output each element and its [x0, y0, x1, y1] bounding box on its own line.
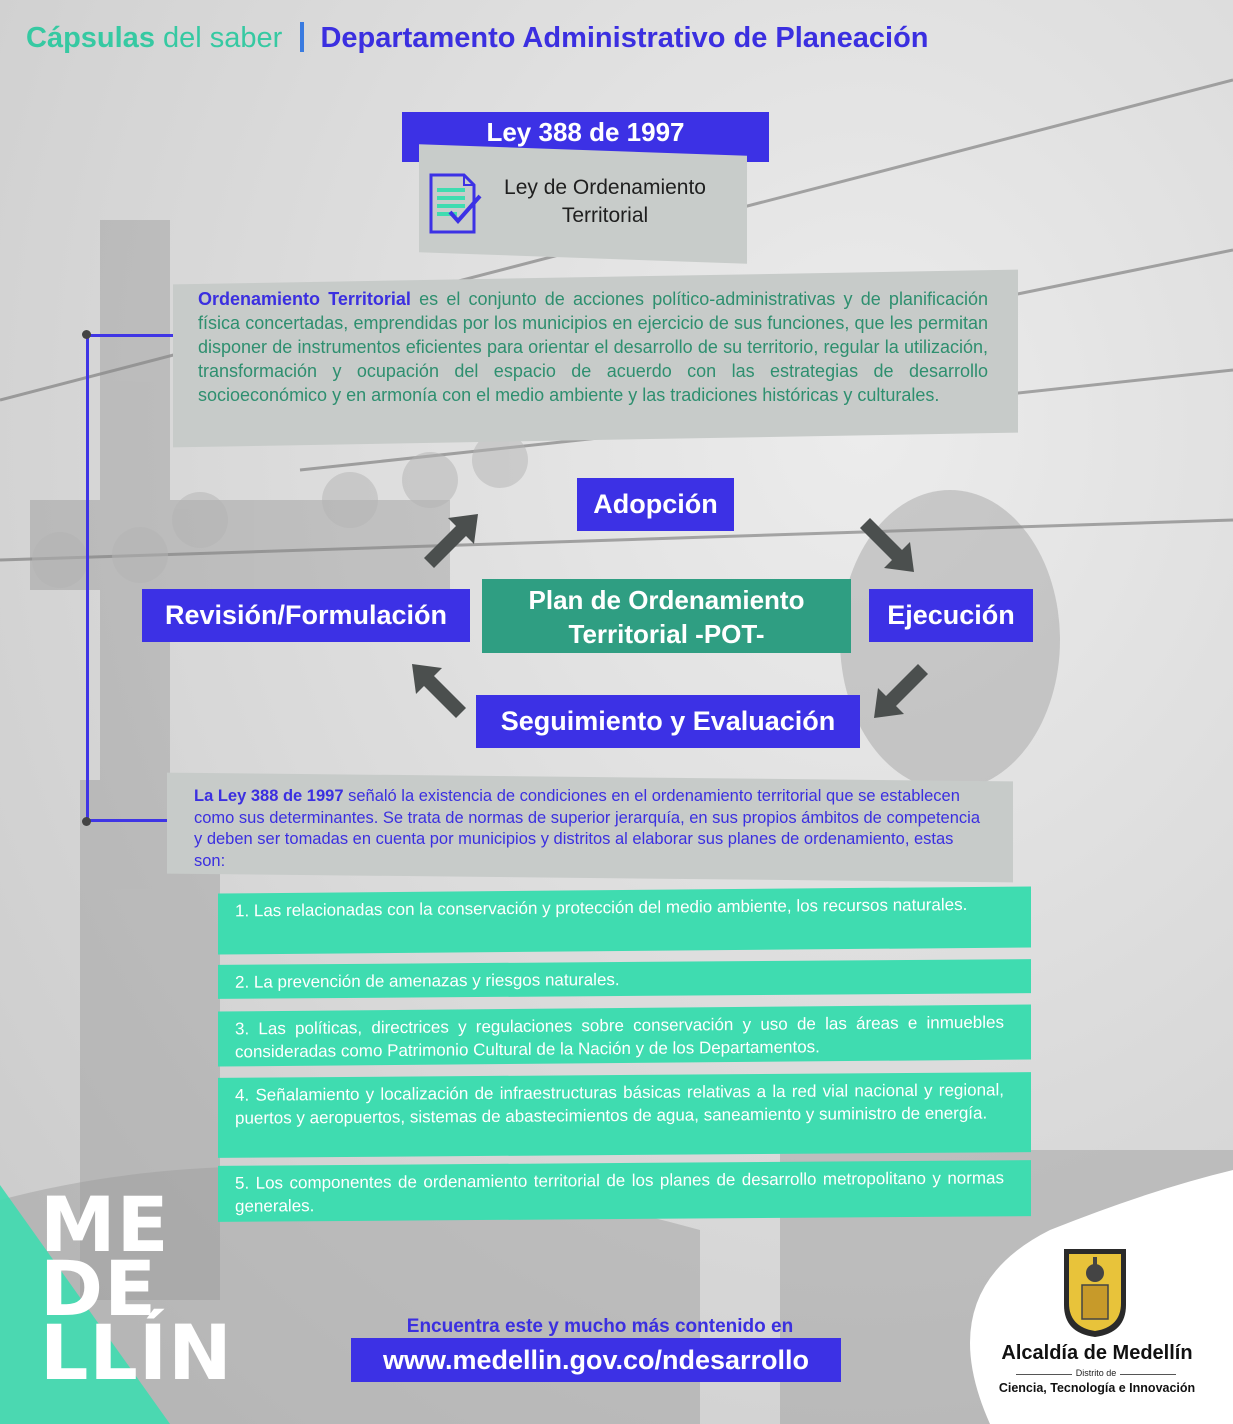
- medellin-logo: [40, 1180, 233, 1397]
- determinants-body: señaló la existencia de condiciones en el ordenamiento territorial que se establecen como sus determinantes. Se trata de normas de superior jerarquía, en sus propios ámbitos de competencia y deben ser tomadas en cuenta por municipios y distritos al elaborar sus planes de ordenamiento, estas son:: [194, 787, 980, 870]
- header-divider: [300, 22, 304, 52]
- connector-dot-bottom: [82, 817, 91, 826]
- alcaldia-ciencia: Ciencia, Tecnología e Innovación: [998, 1381, 1196, 1395]
- alcaldia-name: Alcaldía de Medellín: [1001, 1342, 1193, 1364]
- cycle-ejecucion: Ejecución: [869, 589, 1033, 642]
- cycle-revision: Revisión/Formulación: [142, 589, 470, 642]
- arrow-down-left-icon: [872, 660, 932, 720]
- law-subtitle: Ley de Ordenamiento Territorial: [504, 176, 706, 227]
- connector-dot-top: [82, 330, 91, 339]
- connector-bracket: [86, 334, 176, 822]
- determinant-item: 3. Las políticas, directrices y regulaciones sobre conservación y uso de las áreas e inmuebles consideradas como Patrimonio Cultural de la Nación y de los Departamentos.: [218, 1004, 1031, 1066]
- definition-term: Ordenamiento Territorial: [198, 289, 411, 309]
- website-link[interactable]: www.medellin.gov.co/ndesarrollo: [351, 1338, 841, 1382]
- logo-line-3: LLÍN: [40, 1308, 233, 1397]
- brand-light: del saber: [163, 22, 283, 54]
- cycle-center-pot: Plan de Ordenamiento Territorial -POT-: [482, 579, 851, 653]
- find-more-text: Encuentra este y mucho más contenido en: [406, 1316, 794, 1337]
- department-title: Departamento Administrativo de Planeación: [320, 22, 929, 54]
- determinant-item: 4. Señalamiento y localización de infraestructuras básicas relativas a la red vial nacional y regional, puertos y aeropuertos, sistemas de abastecimientos de agua, saneamiento y suministro de energía.: [218, 1072, 1031, 1158]
- header: [26, 22, 929, 55]
- logo-line-1: ME: [40, 1180, 170, 1269]
- arrow-up-left-icon: [410, 662, 470, 722]
- cycle-adopcion: Adopción: [577, 478, 734, 531]
- law-title: Ley 388 de 1997: [402, 112, 769, 162]
- determinant-item: 5. Los componentes de ordenamiento territorial de los planes de desarrollo metropolitano y normas generales.: [218, 1160, 1031, 1222]
- logo-line-2: DE: [40, 1244, 158, 1333]
- arrow-up-right-icon: [420, 512, 480, 572]
- brand-bold: Cápsulas: [26, 22, 155, 54]
- determinants-lead: La Ley 388 de 1997: [194, 787, 344, 805]
- determinants-text: [194, 786, 986, 872]
- document-check-icon: [428, 172, 484, 241]
- definition-text: [198, 287, 988, 407]
- definition-body: es el conjunto de acciones político-administrativas y de planificación física concertadas, emprendidas por los municipios en ejercicio de sus funciones, que les permitan disponer de instrumentos eficientes para orientar el desarrollo de su territorio, regular la utilización, transformación y ocupación del espacio de acuerdo con las estrategias de desarrollo socioeconómico y en armonía con el medio ambiente y las tradiciones históricas y culturales.: [198, 289, 988, 405]
- alcaldia-distrito: Distrito de: [1072, 1368, 1120, 1378]
- arrow-down-right-icon: [858, 514, 918, 574]
- cycle-seguimiento: Seguimiento y Evaluación: [476, 695, 860, 748]
- determinant-item: 1. Las relacionadas con la conservación y protección del medio ambiente, los recursos naturales.: [218, 886, 1031, 954]
- determinant-item: 2. La prevención de amenazas y riesgos naturales.: [218, 959, 1031, 999]
- coat-of-arms-icon: [1060, 1245, 1130, 1340]
